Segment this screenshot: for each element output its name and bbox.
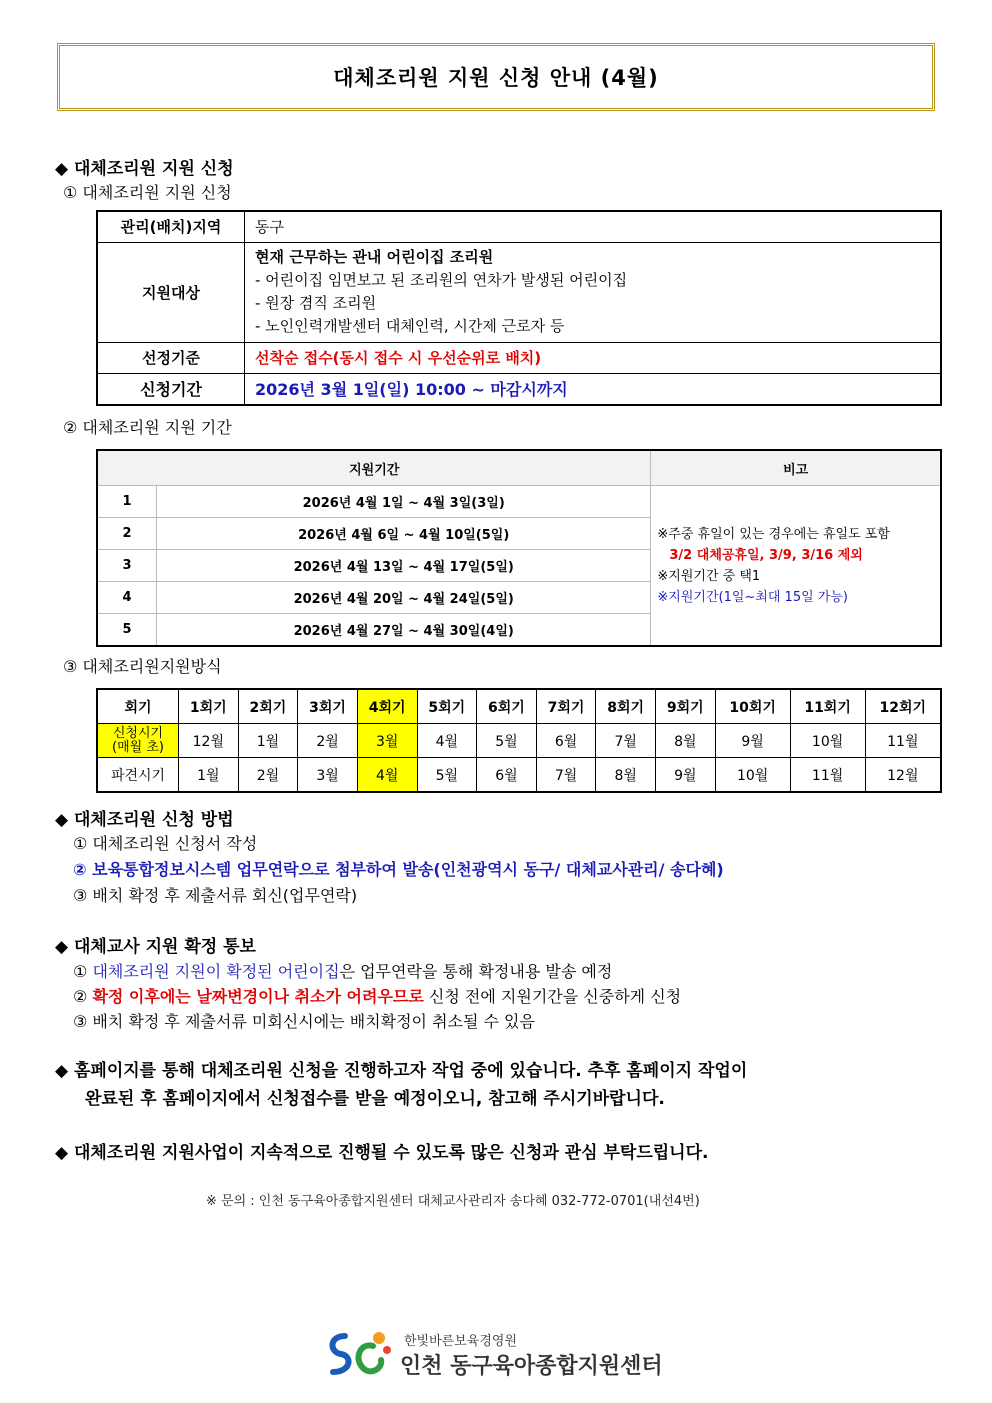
- period-row-no: 4: [97, 582, 157, 614]
- confirm-item-blue: 대체조리원 지원이 확정된 어린이집: [92, 962, 340, 981]
- target-line: - 원장 겸직 조리원: [255, 294, 377, 312]
- apply-cell: 11월: [865, 724, 941, 758]
- center-logo-icon: [325, 1328, 395, 1380]
- apply-cell: 2월: [298, 724, 358, 758]
- period-row-range: 2026년 4월 27일 ~ 4월 30일(4일): [157, 614, 651, 647]
- round-cell: 8회기: [596, 689, 656, 724]
- period-row-range: 2026년 4월 1일 ~ 4월 3일(3일): [157, 486, 651, 518]
- confirm-item: [73, 984, 681, 1007]
- logo-name: 인천 동구육아종합지원센터: [400, 1354, 663, 1379]
- apply-cell: 6월: [536, 724, 596, 758]
- homepage-notice-line2: 완료된 후 홈페이지에서 신청접수를 받을 예정이오니, 참고해 주시기바랍니다.: [85, 1089, 665, 1109]
- period-row-no: 1: [97, 486, 157, 518]
- method-item: ① 대체조리원 신청서 작성: [73, 834, 258, 853]
- period-row-range: 2026년 4월 13일 ~ 4월 17일(5일): [157, 550, 651, 582]
- method-item-highlight: ② 보육통합정보시스템 업무연락으로 첨부하여 발송(인천광역시 동구/ 대체교사관리/ 송다혜): [73, 860, 724, 879]
- dispatch-cell: 9월: [656, 758, 716, 793]
- period-row-range: 2026년 4월 6일 ~ 4월 10일(5일): [157, 518, 651, 550]
- method-item: ③ 배치 확정 후 제출서류 회신(업무연락): [73, 886, 358, 905]
- apply-cell: 12월: [179, 724, 239, 758]
- apply-time-label: [97, 724, 179, 758]
- dispatch-cell: 8월: [596, 758, 656, 793]
- round-cell: 5회기: [417, 689, 477, 724]
- support-period-table: [96, 449, 942, 647]
- apply-cell: 1월: [238, 724, 298, 758]
- apply-cell: 9월: [715, 724, 790, 758]
- round-cell: 1회기: [179, 689, 239, 724]
- dispatch-cell: 12월: [865, 758, 941, 793]
- period-row-range: 2026년 4월 20일 ~ 4월 24일(5일): [157, 582, 651, 614]
- remark-cell: [651, 486, 941, 647]
- period-value: 2026년 3월 1일(일) 10:00 ~ 마감시까지: [245, 373, 942, 405]
- remark-note: ※지원기간(1일~최대 15일 가능): [657, 589, 848, 605]
- criteria-label: 선정기준: [97, 342, 245, 373]
- target-label: 지원대상: [97, 242, 245, 342]
- round-cell: 7회기: [536, 689, 596, 724]
- round-cell: 12회기: [865, 689, 941, 724]
- target-line: 현재 근무하는 관내 어린이집 조리원: [255, 248, 494, 266]
- sub-heading-period: ② 대체조리원 지원 기간: [63, 418, 232, 437]
- round-cell: 3회기: [298, 689, 358, 724]
- period-row-no: 3: [97, 550, 157, 582]
- section-heading-apply: ◆ 대체조리원 지원 신청: [55, 159, 234, 179]
- contact-info: ※ 문의 : 인천 동구육아종합지원센터 대체교사관리자 송다혜 032-772-0701(내선4번): [206, 1194, 700, 1209]
- round-cell: 9회기: [656, 689, 716, 724]
- period-column-header: 지원기간: [97, 450, 651, 486]
- round-cell: 2회기: [238, 689, 298, 724]
- dispatch-time-label: 파견시기: [97, 758, 179, 793]
- period-label: 신청기간: [97, 373, 245, 405]
- confirm-item-prefix: ①: [73, 962, 93, 981]
- round-cell: 10회기: [715, 689, 790, 724]
- dispatch-cell: 10월: [715, 758, 790, 793]
- section-heading-confirm: ◆ 대체교사 지원 확정 통보: [55, 937, 256, 957]
- sub-heading-apply: ① 대체조리원 지원 신청: [63, 183, 232, 202]
- apply-time-label-line: 신청시기: [112, 725, 164, 741]
- dispatch-cell: 6월: [477, 758, 537, 793]
- confirm-item: ③ 배치 확정 후 제출서류 미회신시에는 배치확정이 취소될 수 있음: [73, 1012, 535, 1031]
- period-row-no: 2: [97, 518, 157, 550]
- confirm-item-text: 은 업무연락을 통해 확정내용 발송 예정: [339, 962, 613, 981]
- round-cell: 11회기: [790, 689, 865, 724]
- closing-notice: ◆ 대체조리원 지원사업이 지속적으로 진행될 수 있도록 많은 신청과 관심 부탁드립니다.: [55, 1143, 709, 1163]
- confirm-item-prefix: ②: [73, 987, 93, 1006]
- sub-heading-method: ③ 대체조리원지원방식: [63, 657, 222, 676]
- round-cell: 6회기: [477, 689, 537, 724]
- dispatch-cell: 7월: [536, 758, 596, 793]
- dispatch-cell: 3월: [298, 758, 358, 793]
- apply-cell: 5월: [477, 724, 537, 758]
- dispatch-cell: 2월: [238, 758, 298, 793]
- apply-time-label-line: (매월 초): [112, 739, 164, 755]
- dispatch-cell: 5월: [417, 758, 477, 793]
- apply-info-table: [96, 210, 942, 406]
- target-line: - 어린이집 임면보고 된 조리원의 연차가 발생된 어린이집: [255, 271, 628, 289]
- apply-cell-current: 3월: [357, 724, 417, 758]
- criteria-value: 선착순 접수(동시 접수 시 우선순위로 배치): [245, 342, 942, 373]
- remark-note: ※지원기간 중 택1: [657, 568, 761, 584]
- round-header-label: 회기: [97, 689, 179, 724]
- area-label: 관리(배치)지역: [97, 211, 245, 242]
- page-title: 대체조리원 지원 신청 안내 (4월): [57, 43, 935, 111]
- confirm-item-red: 확정 이후에는 날짜변경이나 취소가 어려우므로: [92, 987, 424, 1006]
- target-line: - 노인인력개발센터 대체인력, 시간제 근로자 등: [255, 317, 565, 335]
- area-value: 동구: [245, 211, 942, 242]
- homepage-notice-line1: ◆ 홈페이지를 통해 대체조리원 신청을 진행하고자 작업 중에 있습니다. 추후 홈페이지 작업이: [55, 1061, 748, 1081]
- period-row-no: 5: [97, 614, 157, 647]
- dispatch-cell: 1월: [179, 758, 239, 793]
- apply-cell: 4월: [417, 724, 477, 758]
- logo-slogan: 한빛바른보육경영원: [404, 1334, 518, 1349]
- section-heading-method: ◆ 대체조리원 신청 방법: [55, 810, 234, 830]
- confirm-item-text: 신청 전에 지원기간을 신중하게 신청: [423, 987, 682, 1006]
- apply-cell: 10월: [790, 724, 865, 758]
- remark-note: ※주중 휴일이 있는 경우에는 휴일도 포함: [657, 526, 890, 542]
- apply-cell: 7월: [596, 724, 656, 758]
- round-cell-current: 4회기: [357, 689, 417, 724]
- dispatch-cell: 11월: [790, 758, 865, 793]
- schedule-table: [96, 688, 942, 793]
- apply-cell: 8월: [656, 724, 716, 758]
- confirm-item: [73, 959, 612, 982]
- remark-column-header: 비고: [651, 450, 941, 486]
- dispatch-cell-current: 4월: [357, 758, 417, 793]
- remark-note: 3/2 대체공휴일, 3/9, 3/16 제외: [669, 547, 863, 563]
